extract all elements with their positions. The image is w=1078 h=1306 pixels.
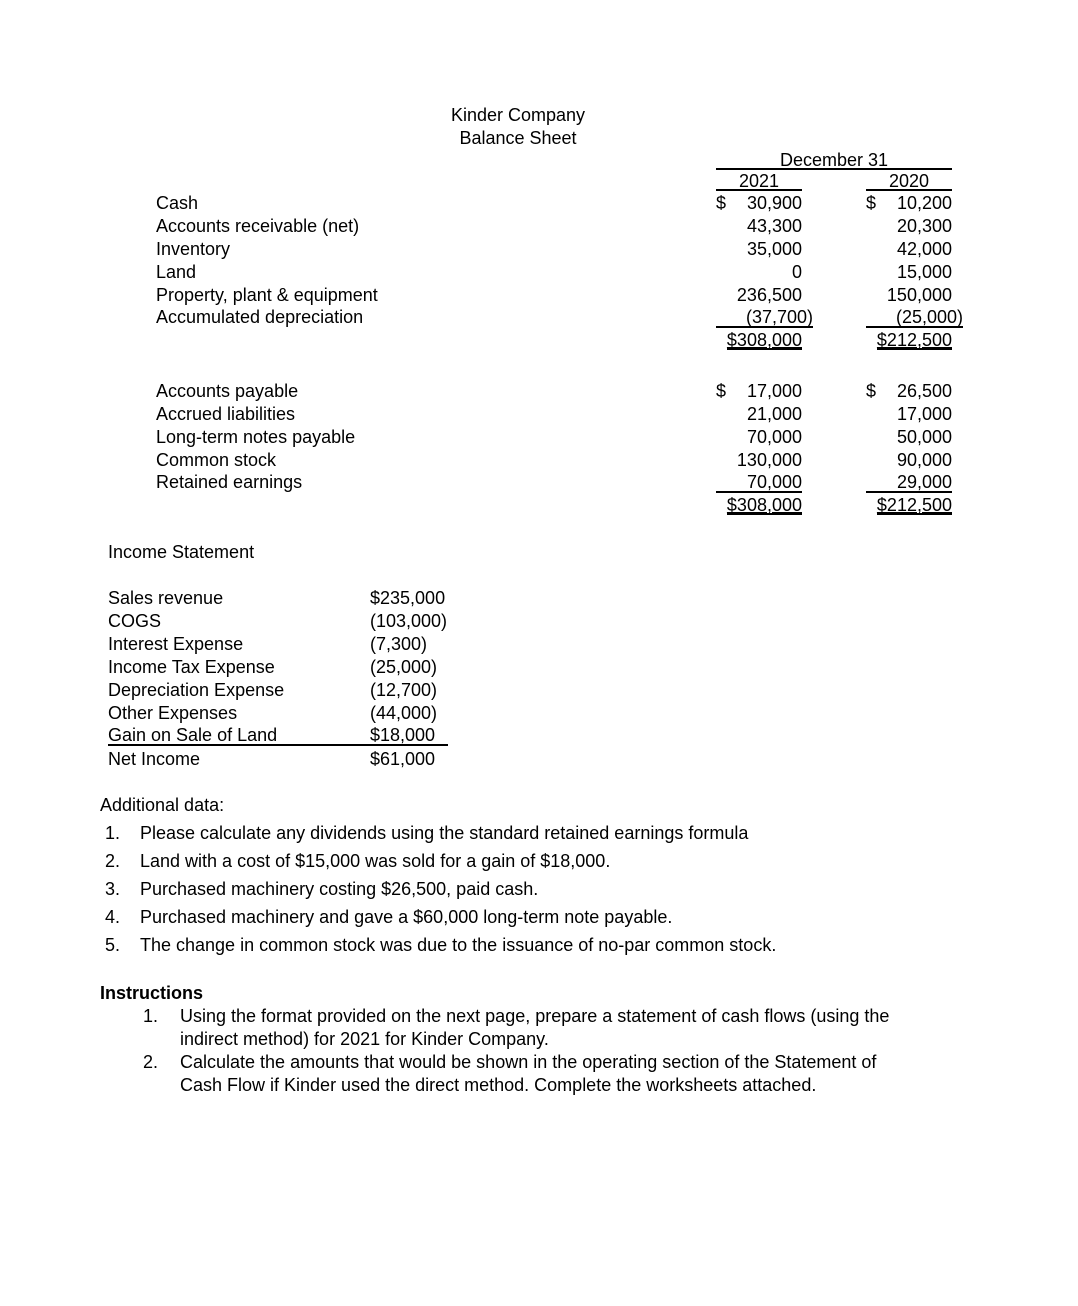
amount: $235,000 [370,588,446,608]
list-item [105,850,1078,873]
table-row-other-expenses [108,702,448,725]
amount: (103,000) [370,611,448,631]
total-amount: $308,000 [726,330,802,350]
value-2020 [866,215,952,238]
row-label: Accounts payable [156,381,299,401]
table-row-interest-expense [108,633,448,656]
amount: 236,500 [736,285,802,305]
value-2021 [716,330,802,353]
list-text: Please calculate any dividends using the standard retained earnings formula [140,823,749,843]
value-2021 [716,261,802,284]
table-row-land [156,261,1078,284]
list-item [105,878,1078,901]
amount: 0 [791,262,802,282]
list-item [143,1005,1078,1051]
amount: 26,500 [896,381,952,401]
list-text: Purchased machinery and gave a $60,000 long-term note payable. [140,907,673,927]
instructions-heading: Instructions [100,983,204,1003]
amount: (12,700) [370,680,438,700]
total-amount: $212,500 [876,330,952,350]
row-label: Income Tax Expense [108,657,275,677]
row-label: Long-term notes payable [156,427,356,447]
amount: 17,000 [746,381,802,401]
amount: 70,000 [746,472,802,492]
value-2020 [866,307,963,328]
amount: (7,300) [370,634,428,654]
amount: $61,000 [370,749,436,769]
value-2020 [866,238,952,261]
value-2020 [866,403,952,426]
list-text [180,1005,972,1051]
row-label: Cash [156,193,199,213]
additional-data-section [0,794,1078,957]
row-label: Property, plant & equipment [156,285,378,305]
list-number: 1. [105,823,121,843]
row-label: Gain on Sale of Land [108,725,278,745]
list-number: 3. [105,879,121,899]
amount: 29,000 [896,472,952,492]
dollar-sign: $ [716,381,727,401]
value-2020 [866,330,952,353]
list-text-line: Using the format provided on the next page, prepare a statement of cash flows (using the [180,1006,890,1026]
table-row-ppe [156,284,1078,307]
row-label: Inventory [156,239,231,259]
row-label: Net Income [108,749,201,769]
amount: 43,300 [746,216,802,236]
dollar-sign: $ [866,381,877,401]
list-item [105,906,1078,929]
year-column-2020: 2020 [866,171,952,191]
value-2020 [866,449,952,472]
amount: 42,000 [896,239,952,259]
table-row-accumulated-depreciation [156,307,1078,330]
total-amount: $308,000 [726,495,802,515]
income-statement-rows [0,587,1078,771]
list-text: The change in common stock was due to the issuance of no-par common stock. [140,935,777,955]
list-number: 2. [105,851,121,871]
table-row-cogs [108,610,448,633]
additional-data-heading: Additional data: [100,795,225,815]
row-label: Land [156,262,197,282]
income-statement [0,541,1078,771]
amount: 17,000 [896,404,952,424]
dollar-sign: $ [716,193,727,213]
list-number: 2. [143,1052,159,1072]
value-2021 [716,380,802,403]
row-label: Common stock [156,450,277,470]
period-header: December 31 [716,150,952,170]
statement-title: Balance Sheet [459,128,577,148]
value-2020 [866,495,952,518]
amount: 90,000 [896,450,952,470]
value-2021 [716,495,802,518]
value-2020 [866,426,952,449]
balance-sheet [0,150,1078,518]
list-item [143,1051,1078,1097]
value-2021 [716,403,802,426]
value-2020 [866,192,952,215]
amount: 10,200 [896,193,952,213]
row-label: Accrued liabilities [156,404,296,424]
table-row-accrued-liabilities [156,403,1078,426]
value-2021 [716,215,802,238]
income-statement-heading: Income Statement [108,542,255,562]
list-text-line: Cash Flow if Kinder used the direct method. Complete the worksheets attached. [180,1075,817,1095]
row-label: Accounts receivable (net) [156,216,360,236]
company-title: Kinder Company [450,105,586,125]
table-row-depreciation-expense [108,679,448,702]
table-row-net-income [108,748,448,771]
row-label: COGS [108,611,162,631]
amount: (25,000) [895,307,963,327]
value-2021 [716,307,813,328]
value-2020 [866,284,952,307]
list-number: 5. [105,935,121,955]
amount: 70,000 [746,427,802,447]
liabilities-equity-section [0,380,1078,518]
table-row-income-tax-expense [108,656,448,679]
row-label: Accumulated depreciation [156,307,364,327]
list-number: 1. [143,1006,159,1026]
table-row-cash [156,192,1078,215]
list-text-line: indirect method) for 2021 for Kinder Company. [180,1029,549,1049]
total-amount: $212,500 [876,495,952,515]
table-row-long-term-notes [156,426,1078,449]
value-2021 [716,284,802,307]
value-2020 [866,380,952,403]
value-2021 [716,238,802,261]
amount: (37,700) [745,307,813,327]
amount: (25,000) [370,657,438,677]
amount: 20,300 [896,216,952,236]
value-2021 [716,192,802,215]
table-row-inventory [156,238,1078,261]
year-column-2021: 2021 [716,171,802,191]
row-label: Depreciation Expense [108,680,285,700]
table-row-accounts-payable [156,380,1078,403]
value-2021 [716,449,802,472]
instructions-section [0,982,1078,1097]
amount: 35,000 [746,239,802,259]
list-item [105,822,1078,845]
list-text-line: Calculate the amounts that would be shown in the operating section of the Statement of [180,1052,877,1072]
amount: $18,000 [370,725,436,745]
table-row-retained-earnings [156,472,1078,495]
table-row-total-assets [156,330,1078,353]
amount: (44,000) [370,703,438,723]
document-header [0,0,1036,150]
amount: 130,000 [736,450,802,470]
value-2021 [716,472,802,493]
table-row-sales-revenue [108,587,448,610]
list-text [180,1051,972,1097]
list-text: Land with a cost of $15,000 was sold for a gain of $18,000. [140,851,611,871]
table-row-total-liabilities-equity [156,495,1078,518]
year-columns [716,171,1078,191]
value-2021 [716,426,802,449]
table-row-common-stock [156,449,1078,472]
amount: 150,000 [886,285,952,305]
value-2020 [866,261,952,284]
list-number: 4. [105,907,121,927]
list-text: Purchased machinery costing $26,500, paid cash. [140,879,539,899]
amount: 21,000 [746,404,802,424]
list-item [105,934,1078,957]
amount: 50,000 [896,427,952,447]
row-label: Other Expenses [108,703,238,723]
dollar-sign: $ [866,193,877,213]
row-label: Retained earnings [156,472,303,492]
amount: 15,000 [896,262,952,282]
row-label: Sales revenue [108,588,224,608]
table-row-gain-on-sale-of-land [108,725,448,746]
table-row-accounts-receivable [156,215,1078,238]
value-2020 [866,472,952,493]
row-label: Interest Expense [108,634,244,654]
amount: 30,900 [746,193,802,213]
